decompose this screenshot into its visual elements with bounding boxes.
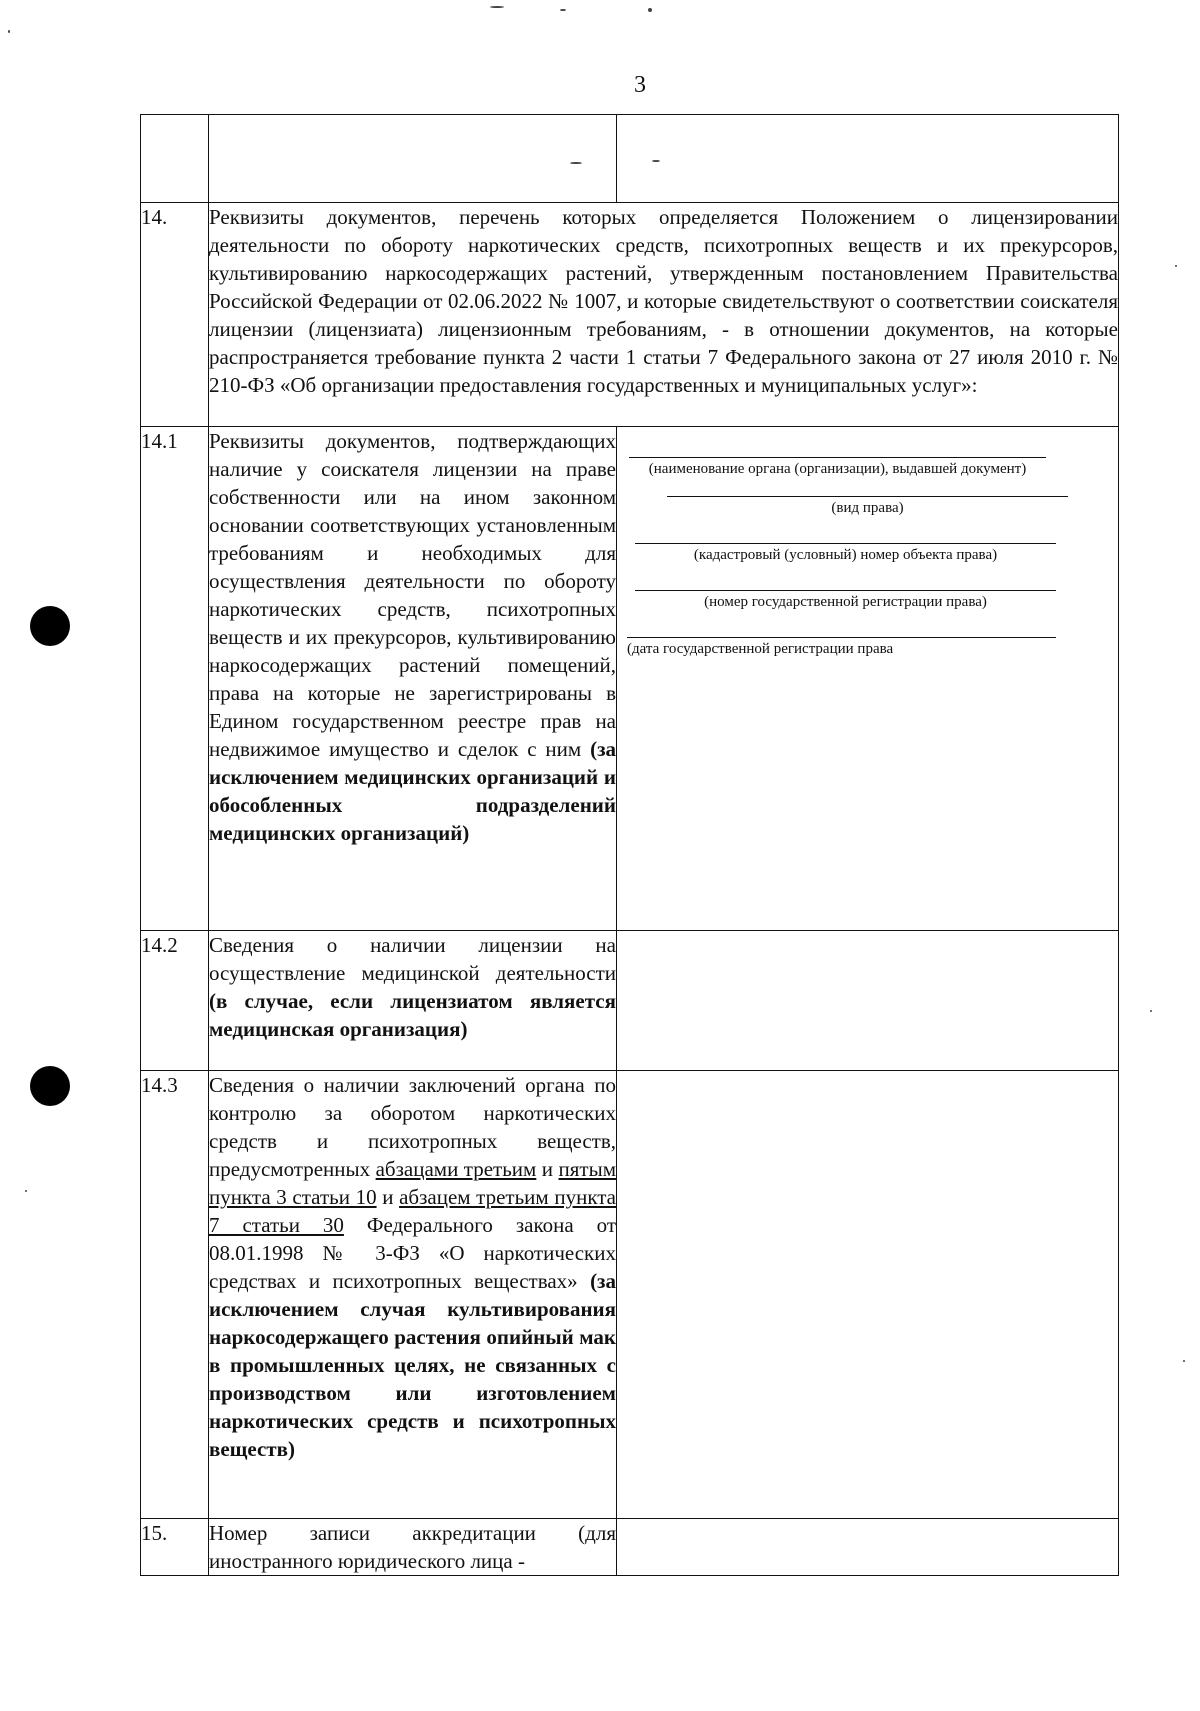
- field-caption: (вид права): [831, 500, 904, 516]
- row-text-plain: Федерального закона от 08.01.1998 № 3-ФЗ «О наркотических средствах и психотропных веществах»: [209, 1213, 616, 1293]
- row-text: Реквизиты документов, перечень которых определяется Положением о лицензировании деятельности по обороту наркотических средств, психотропных веществ и их прекурсоров, культивированию наркосодержащих растений, утвержденным постановлением Правительства Российской Федерации от 02.06.2022 № 1007, и которые свидетельствуют о соответствии соискателя лицензии (лицензиата) лицензионным требованиям, - в отношении документов, на которые распространяется требование пункта 2 части 1 статьи 7 Федерального закона от 27 июля 2010 г. № 210-ФЗ «Об организации предоставления государственных и муниципальных услуг»:: [209, 203, 1119, 427]
- scan-speck: [25, 1190, 27, 1192]
- row-text: [209, 427, 617, 931]
- field-caption: (кадастровый (условный) номер объекта права): [693, 547, 998, 563]
- empty-cell: [617, 1071, 1119, 1519]
- row-text-plain: и: [536, 1157, 559, 1181]
- scan-speck: [560, 9, 566, 11]
- field-line: [635, 590, 1056, 591]
- row-text-plain: и: [376, 1185, 400, 1209]
- row-text-bold: (за исключением медицинских организаций и обособленных подразделений медицинских организаций): [209, 737, 617, 845]
- row-number: 14.3: [141, 1071, 209, 1519]
- row-text: [209, 1071, 617, 1519]
- empty-cell: [617, 931, 1119, 1071]
- table-row-14-1: [141, 427, 1119, 931]
- row-number: 15.: [141, 1519, 209, 1576]
- empty-cell: [141, 115, 209, 203]
- scan-speck: [648, 8, 652, 12]
- table-row-14: [141, 203, 1119, 427]
- page-number: 3: [634, 72, 646, 98]
- law-reference-link[interactable]: пятым пункта 3 статьи 10: [209, 1157, 616, 1209]
- row-number: 14.: [141, 203, 209, 427]
- field-caption: (дата государственной регистрации права: [627, 641, 894, 657]
- row-text: [209, 931, 617, 1071]
- table-row-14-3: [141, 1071, 1119, 1519]
- registration-number-field[interactable]: [617, 590, 1118, 611]
- law-reference-link[interactable]: абзацем третьим пункта 7 статьи 30: [209, 1185, 616, 1237]
- row-text-plain: Реквизиты документов, подтверждающих наличие у соискателя лицензии на праве собственности или на ином законном основании соответствующих установленным требованиям и необходимых для осуществления деятельности по обороту наркотических средств, психотропных веществ и их прекурсоров, культивированию наркосодержащих растений помещений, права на которые не зарегистрированы в Едином государственном реестре прав на недвижимое имущество и сделок с ним: [209, 429, 616, 761]
- field-caption: (наименование органа (организации), выдавшей документ): [648, 461, 1027, 477]
- law-reference-link[interactable]: абзацами третьим: [375, 1157, 537, 1181]
- table-row-14-2: [141, 931, 1119, 1071]
- scan-speck: [1150, 1010, 1152, 1012]
- right-type-field[interactable]: [617, 496, 1118, 517]
- row-text-bold: (в случае, если лицензиатом является медицинская организация): [209, 989, 616, 1041]
- empty-cell: [209, 115, 617, 203]
- application-form-table: [140, 114, 1119, 1576]
- cadastral-number-field[interactable]: [617, 543, 1118, 564]
- row-text: Номер записи аккредитации (для иностранного юридического лица -: [209, 1519, 617, 1576]
- scan-speck: [8, 30, 10, 33]
- field-line: [627, 637, 1056, 638]
- field-line: [667, 496, 1068, 497]
- row-number: 14.1: [141, 427, 209, 931]
- empty-cell: [617, 115, 1119, 203]
- row-text-plain: Сведения о наличии заключений органа по контролю за оборотом наркотических средств и психотропных веществ, предусмотренных: [209, 1073, 616, 1181]
- issuing-authority-field[interactable]: [617, 457, 1118, 478]
- fields-cell: [617, 427, 1119, 931]
- table-row-15: [141, 1519, 1119, 1576]
- registration-date-field[interactable]: [617, 637, 1118, 658]
- field-caption: (номер государственной регистрации права): [704, 594, 987, 610]
- scan-speck: [1183, 1360, 1185, 1362]
- field-line: [635, 543, 1056, 544]
- punch-hole: [30, 1066, 70, 1106]
- row-number: 14.2: [141, 931, 209, 1071]
- field-line: [629, 457, 1046, 458]
- scan-speck: [490, 6, 504, 8]
- punch-hole: [30, 606, 70, 646]
- scan-speck: [1175, 265, 1177, 267]
- row-text-plain: Сведения о наличии лицензии на осуществление медицинской деятельности: [209, 933, 616, 985]
- row-text-bold: (за исключением случая культивирования наркосодержащего растения опийный мак в промышленных целях, не связанных с производством или изготовлением наркотических средств и психотропных веществ): [209, 1269, 616, 1461]
- table-row-empty: [141, 115, 1119, 203]
- empty-cell: [617, 1519, 1119, 1576]
